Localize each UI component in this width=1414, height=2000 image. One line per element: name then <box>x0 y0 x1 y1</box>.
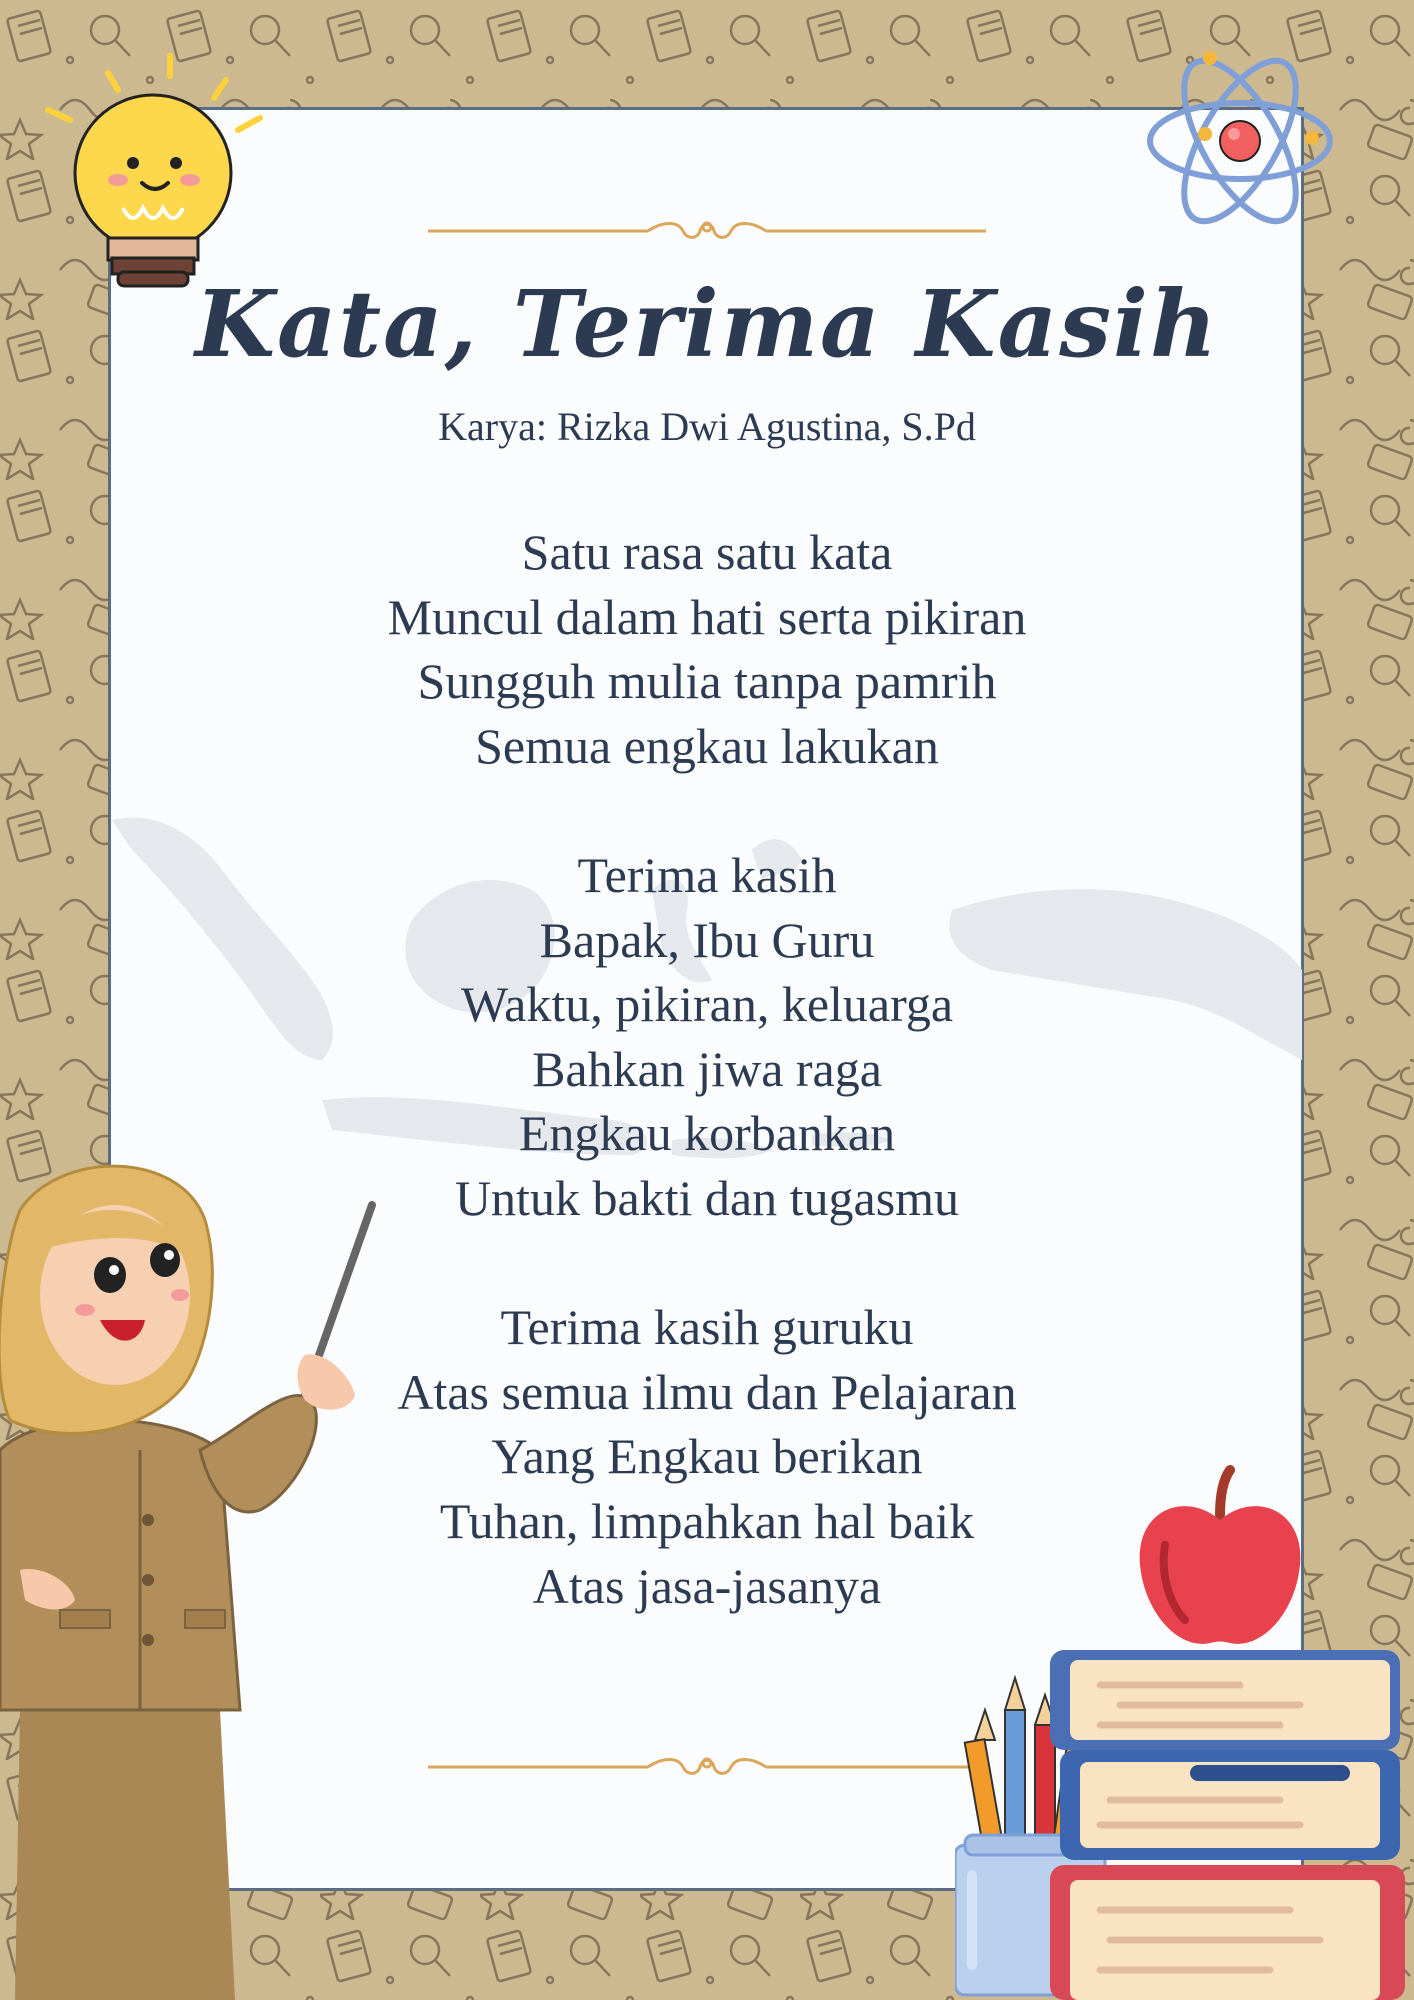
poem-line: Atas semua ilmu dan Pelajaran <box>397 1363 1017 1420</box>
bottom-ornament-divider <box>428 1752 986 1782</box>
poem-line: Semua engkau lakukan <box>475 717 939 774</box>
poem-line: Tuhan, limpahkan hal baik <box>439 1492 975 1549</box>
poem-line: Engkau korbankan <box>518 1105 896 1162</box>
lightbulb-icon <box>38 48 268 288</box>
poem-title: Kata, Terima Kasih <box>195 270 1219 378</box>
poem-line: Sungguh mulia tanpa pamrih <box>417 653 997 710</box>
poem-line: Muncul dalam hati serta pikiran <box>387 588 1027 645</box>
poem-line: Satu rasa satu kata <box>521 524 893 580</box>
poem-line: Terima kasih <box>577 846 837 903</box>
poem-line: Untuk bakti dan tugasmu <box>454 1169 960 1226</box>
poem-line: Waktu, pikiran, keluarga <box>460 976 954 1033</box>
apple-icon <box>1135 1465 1305 1655</box>
poem-line: Yang Engkau berikan <box>491 1428 923 1485</box>
poem-line: Bahkan jiwa raga <box>532 1040 882 1097</box>
book-stack-icon <box>1040 1640 1414 2000</box>
atom-icon <box>1130 46 1350 236</box>
poem-line: Terima kasih guruku <box>500 1299 914 1356</box>
poem-line: Atas jasa-jasanya <box>532 1557 882 1614</box>
poem-author: Karya: Rizka Dwi Agustina, S.Pd <box>438 404 976 449</box>
poem-line: Bapak, Ibu Guru <box>539 911 875 968</box>
stanza-1 <box>150 520 1264 778</box>
top-ornament-divider <box>428 216 986 246</box>
teacher-illustration <box>0 1150 390 2000</box>
